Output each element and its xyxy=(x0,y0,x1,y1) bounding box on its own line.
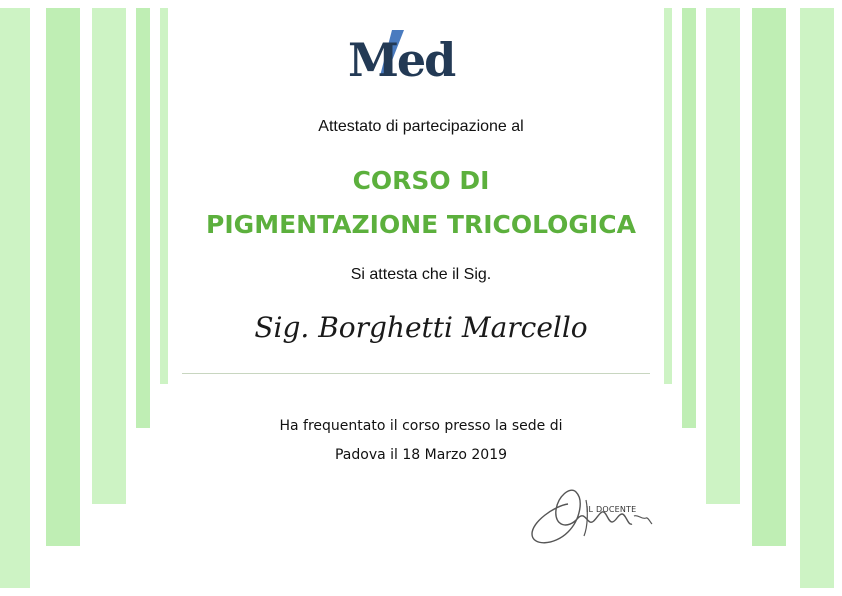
course-title-line1: CORSO DI xyxy=(352,166,490,195)
stripe-right-5 xyxy=(800,8,834,588)
svg-text:Med: Med xyxy=(348,33,455,80)
course-title-line2: PIGMENTAZIONE TRICOLOGICA xyxy=(206,210,636,239)
attest-text: Si attesta che il Sig. xyxy=(350,266,492,283)
med-logo-icon xyxy=(346,26,470,80)
recipient-name: Sig. Borghetti Marcello xyxy=(254,311,588,344)
intro-text: Attestato di partecipazione al xyxy=(318,118,524,135)
attendance-text: Ha frequentato il corso presso la sede di xyxy=(279,418,563,434)
place-date: Padova il 18 Marzo 2019 xyxy=(334,447,508,463)
stripe-left-1 xyxy=(0,8,30,588)
signature-label: IL DOCENTE xyxy=(586,505,637,514)
name-divider xyxy=(182,373,650,374)
